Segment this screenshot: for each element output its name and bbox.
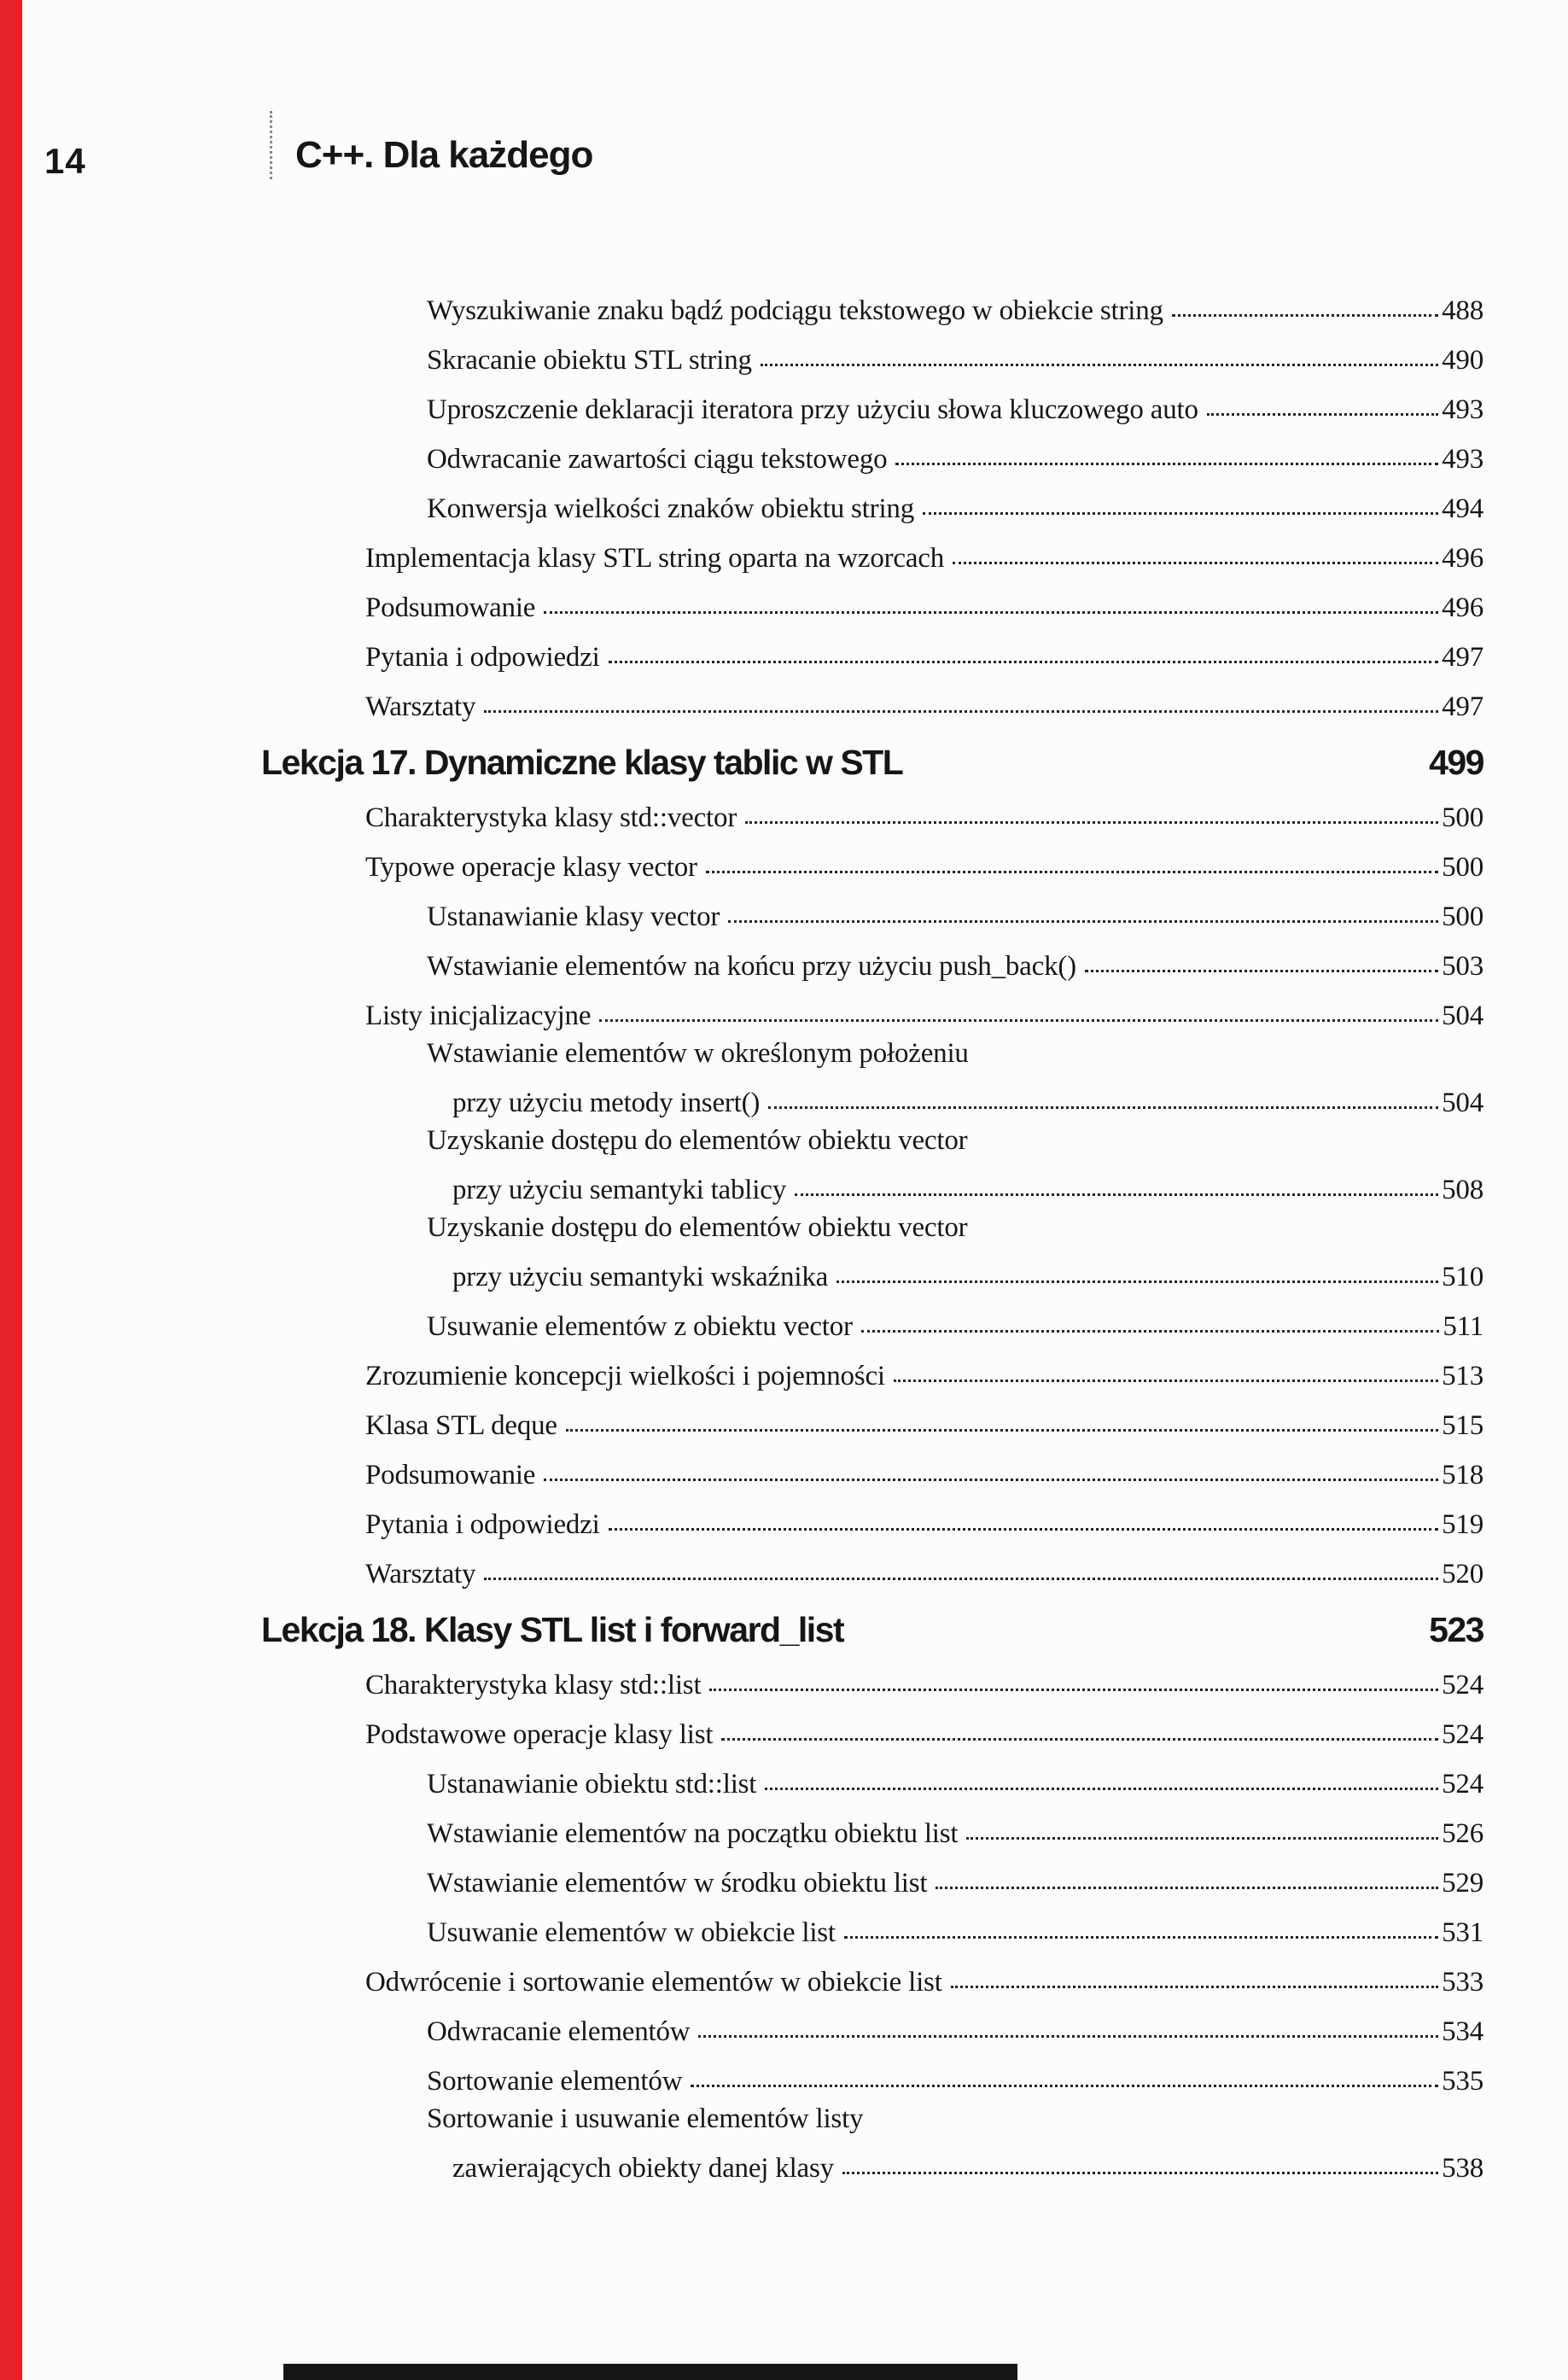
toc-entry-page-number: 526 — [1442, 1818, 1483, 1849]
dot-leader — [953, 562, 1438, 564]
toc-entry-page-number: 529 — [1442, 1868, 1483, 1899]
toc-entry-title: Warsztaty — [365, 691, 476, 722]
dot-leader — [1085, 970, 1438, 972]
toc-entry-title: Typowe operacje klasy vector — [365, 852, 697, 883]
toc-entry-page-number: 496 — [1442, 592, 1483, 623]
toc-entry-page-number: 490 — [1442, 345, 1483, 376]
toc-chapter-title: Lekcja 17. Dynamiczne klasy tablic w STL — [261, 743, 903, 782]
dot-leader — [544, 1479, 1438, 1481]
dot-leader — [544, 611, 1438, 614]
dot-leader — [709, 1689, 1438, 1691]
toc-entry-title: Sortowanie elementów — [427, 2066, 683, 2097]
dot-leader — [1207, 413, 1438, 416]
toc-entry-page-number: 534 — [1442, 2016, 1483, 2047]
toc-entry-line2 — [263, 1250, 1483, 1299]
toc-entry-page-number: 535 — [1442, 2066, 1483, 2097]
toc-entry-page-number: 504 — [1442, 1000, 1483, 1031]
toc-entry-title: Odwracanie elementów — [427, 2016, 691, 2047]
page-edge-red-bar — [0, 0, 22, 2380]
dot-leader — [599, 1019, 1438, 1022]
toc-entry-title: Skracanie obiektu STL string — [427, 345, 752, 376]
toc-entry-title: Wstawianie elementów w określonym położeniu — [427, 1038, 969, 1069]
toc-entry-row — [263, 333, 1483, 382]
dot-leader — [566, 1429, 1438, 1432]
dot-leader — [768, 1106, 1438, 1109]
toc-entry-page-number: 524 — [1442, 1769, 1483, 1800]
toc-entry-title: Pytania i odpowiedzi — [365, 1509, 600, 1540]
dot-leader — [609, 1528, 1438, 1531]
toc-entry-title-continued: przy użyciu metody insert() — [452, 1088, 761, 1118]
toc-entry-title: Listy inicjalizacyjne — [365, 1000, 592, 1031]
toc-entry-title: Wyszukiwanie znaku bądź podciągu tekstowego w obiekcie string — [427, 295, 1163, 326]
dot-leader — [698, 2035, 1438, 2038]
toc-entry-row — [263, 890, 1483, 939]
toc-entry-title: Odwracanie zawartości ciągu tekstowego — [427, 444, 888, 475]
toc-entry-title-continued: zawierających obiekty danej klasy — [452, 2153, 834, 2184]
toc-entry-line1 — [263, 1038, 1483, 1076]
dot-leader — [765, 1788, 1438, 1790]
toc-entry-row — [263, 2004, 1483, 2054]
toc-entry-page-number: 488 — [1442, 295, 1483, 326]
toc-entry-title: Implementacja klasy STL string oparta na wzorcach — [365, 543, 945, 574]
toc-entry-title: Uproszczenie deklaracji iteratora przy użyciu słowa kluczowego auto — [427, 394, 1198, 425]
toc-entry-row — [263, 630, 1483, 680]
book-title: C++. Dla każdego — [295, 134, 593, 176]
toc-entry-page-number: 518 — [1442, 1460, 1483, 1490]
toc-entry-title: Ustanawianie obiektu std::list — [427, 1769, 757, 1800]
toc-entry-title: Usuwanie elementów w obiekcie list — [427, 1917, 836, 1948]
toc-entry-page-number: 500 — [1442, 901, 1483, 932]
toc-entry-row — [263, 790, 1483, 840]
toc-entry-title: Usuwanie elementów z obiektu vector — [427, 1311, 853, 1342]
toc-entry-title: Charakterystyka klasy std::vector — [365, 802, 737, 833]
toc-entry-row — [263, 382, 1483, 432]
toc-entry-title: Warsztaty — [365, 1559, 476, 1590]
toc-entry-page-number: 500 — [1442, 802, 1483, 833]
toc-entry-line2 — [263, 2141, 1483, 2190]
toc-entry-title: Uzyskanie dostępu do elementów obiektu vector — [427, 1212, 968, 1243]
toc-entry-page-number: 497 — [1442, 691, 1483, 722]
toc-entry-row — [263, 1658, 1483, 1707]
toc-entry-row — [263, 481, 1483, 531]
toc-entry-page-number: 504 — [1442, 1088, 1483, 1118]
dot-leader — [923, 512, 1438, 515]
dot-leader — [761, 364, 1438, 366]
toc-chapter-row — [261, 1596, 1483, 1658]
toc-entry-row — [263, 531, 1483, 580]
toc-entry-row — [263, 2054, 1483, 2103]
toc-entry-line1 — [263, 1212, 1483, 1250]
toc-entry-title: Odwrócenie i sortowanie elementów w obiekcie list — [365, 1967, 942, 1998]
toc-entry-row — [263, 1547, 1483, 1596]
toc-entry-page-number: 500 — [1442, 852, 1483, 883]
dot-leader — [484, 1578, 1438, 1580]
toc-entry-page-number: 519 — [1442, 1509, 1483, 1540]
dot-leader — [966, 1837, 1438, 1840]
toc-entry-page-number: 524 — [1442, 1719, 1483, 1750]
toc-entry-row — [263, 1707, 1483, 1757]
toc-entry-page-number: 513 — [1442, 1361, 1483, 1391]
toc-entry-line1 — [263, 1125, 1483, 1163]
toc-entry-page-number: 493 — [1442, 444, 1483, 475]
toc-entry-page-number: 531 — [1442, 1917, 1483, 1948]
toc-entry-title: Zrozumienie koncepcji wielkości i pojemności — [365, 1361, 885, 1391]
dot-leader — [951, 1986, 1438, 1988]
dot-leader — [728, 920, 1438, 923]
toc-entry-title: Pytania i odpowiedzi — [365, 642, 600, 673]
dot-leader — [936, 1887, 1438, 1889]
toc-entry-row — [263, 1398, 1483, 1448]
toc-entry-title: Podsumowanie — [365, 592, 536, 623]
toc-entry-page-number: 497 — [1442, 642, 1483, 673]
toc-entry-title: Uzyskanie dostępu do elementów obiektu vector — [427, 1125, 968, 1156]
toc-chapter-title: Lekcja 18. Klasy STL list i forward_list — [261, 1610, 844, 1649]
toc-list — [263, 283, 1483, 2190]
toc-entry-title-continued: przy użyciu semantyki wskaźnika — [452, 1262, 829, 1292]
toc-entry-row — [263, 283, 1483, 333]
page-number: 14 — [44, 141, 86, 181]
toc-entry-title: Wstawianie elementów w środku obiektu list — [427, 1868, 928, 1899]
toc-entry-title: Ustanawianie klasy vector — [427, 901, 720, 932]
toc-entry-row — [263, 1299, 1483, 1349]
dot-leader — [861, 1330, 1439, 1333]
toc-entry-row — [263, 989, 1483, 1038]
toc-entry-page-number: 508 — [1442, 1175, 1483, 1205]
toc-entry-title: Podstawowe operacje klasy list — [365, 1719, 714, 1750]
toc-entry-row — [263, 1448, 1483, 1497]
toc-entry-title-continued: przy użyciu semantyki tablicy — [452, 1175, 786, 1205]
scan-artifact-bottom-bar — [283, 2364, 1017, 2380]
dot-leader — [706, 871, 1438, 873]
toc-entry-line2 — [263, 1076, 1483, 1125]
toc-entry-line1 — [263, 2103, 1483, 2141]
dot-leader — [721, 1738, 1438, 1741]
toc-entry-page-number: 503 — [1442, 951, 1483, 982]
toc-entry-row — [263, 432, 1483, 481]
dot-leader — [894, 1380, 1438, 1382]
toc-entry-row — [263, 1497, 1483, 1547]
toc-chapter-page-number: 523 — [1429, 1610, 1483, 1649]
toc-entry-row — [263, 1806, 1483, 1856]
toc-chapter-page-number: 499 — [1429, 743, 1483, 782]
header-dotted-divider — [270, 111, 272, 179]
toc-entry-row — [263, 580, 1483, 630]
toc-entry-page-number: 493 — [1442, 394, 1483, 425]
toc-entry-page-number: 510 — [1442, 1262, 1483, 1292]
toc-entry-page-number: 533 — [1442, 1967, 1483, 1998]
toc-entry-page-number: 511 — [1443, 1311, 1483, 1342]
dot-leader — [842, 2172, 1438, 2174]
toc-entry-page-number: 496 — [1442, 543, 1483, 574]
toc-entry-row — [263, 680, 1483, 729]
toc-entry-page-number: 494 — [1442, 493, 1483, 524]
dot-leader — [836, 1280, 1438, 1283]
dot-leader — [609, 661, 1438, 663]
toc-entry-row — [263, 1905, 1483, 1955]
dot-leader — [844, 1936, 1438, 1939]
dot-leader — [745, 821, 1438, 824]
dot-leader — [691, 2085, 1438, 2087]
toc-entry-title: Konwersja wielkości znaków obiektu string — [427, 493, 915, 524]
dot-leader — [895, 463, 1438, 465]
toc-entry-title: Wstawianie elementów na końcu przy użyciu push_back() — [427, 951, 1076, 982]
toc-entry-page-number: 520 — [1442, 1559, 1483, 1590]
toc-entry-title: Podsumowanie — [365, 1460, 536, 1490]
toc-entry-row — [263, 939, 1483, 989]
toc-chapter-row — [261, 729, 1483, 790]
toc-entry-line2 — [263, 1163, 1483, 1212]
toc-entry-title: Wstawianie elementów na początku obiektu list — [427, 1818, 959, 1849]
dot-leader — [795, 1193, 1438, 1196]
toc-entry-row — [263, 840, 1483, 890]
toc-entry-title: Klasa STL deque — [365, 1410, 557, 1441]
toc-entry-page-number: 538 — [1442, 2153, 1483, 2184]
toc-entry-title: Sortowanie i usuwanie elementów listy — [427, 2103, 864, 2134]
toc-entry-row — [263, 1757, 1483, 1806]
toc-entry-row — [263, 1349, 1483, 1398]
dot-leader — [1172, 314, 1438, 317]
toc-entry-row — [263, 1955, 1483, 2004]
toc-entry-title: Charakterystyka klasy std::list — [365, 1670, 702, 1700]
toc-entry-page-number: 524 — [1442, 1670, 1483, 1700]
toc-entry-row — [263, 1856, 1483, 1905]
toc-entry-page-number: 515 — [1442, 1410, 1483, 1441]
dot-leader — [484, 710, 1438, 713]
